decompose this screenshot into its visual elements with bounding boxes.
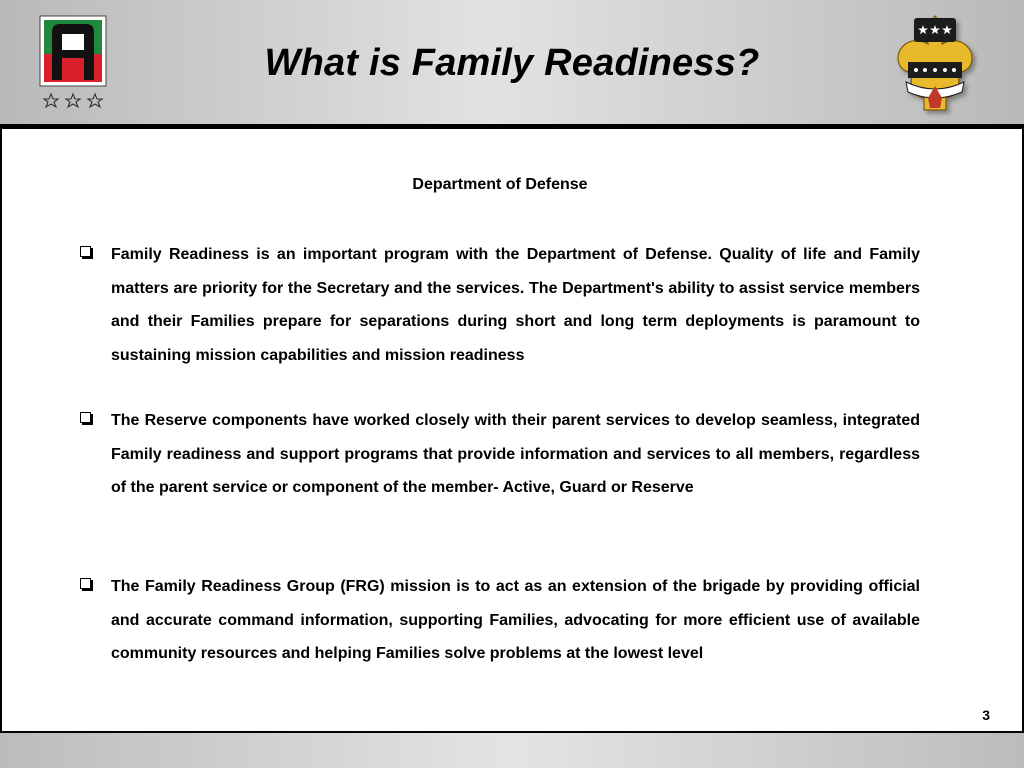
section-subtitle: Department of Defense xyxy=(412,176,588,193)
page-number: 3 xyxy=(982,707,990,723)
bullet-text: The Family Readiness Group (FRG) mission is to act as an extension of the brigade by providing official and accurate command information, supporting Families, advocating for more efficient use of available community resources and helping Families solve problems at the lowest level xyxy=(111,578,920,662)
checkbox-bullet-icon xyxy=(80,412,91,423)
bullet-text: Family Readiness is an important program with the Department of Defense. Quality of life and Family matters are priority for the Secretary and the services. The Department's ability to assist service members and their Families prepare for separations during short and long term deployments is paramount to sustaining mission capabilities and mission readiness xyxy=(111,246,920,364)
slide-footer xyxy=(0,731,1024,768)
bullet-text: The Reserve components have worked closely with their parent services to develop seamless, integrated Family readiness and support programs that provide information and services to all members, regardless of the parent service or component of the member- Active, Guard or Reserve xyxy=(111,412,920,496)
bullet-item xyxy=(80,238,920,372)
first-in-deed-crest-logo xyxy=(888,12,982,122)
page-title: What is Family Readiness? xyxy=(264,42,760,84)
bullet-item xyxy=(80,570,920,671)
bullet-item xyxy=(80,404,920,505)
checkbox-bullet-icon xyxy=(80,246,91,257)
checkbox-bullet-icon xyxy=(80,578,91,589)
